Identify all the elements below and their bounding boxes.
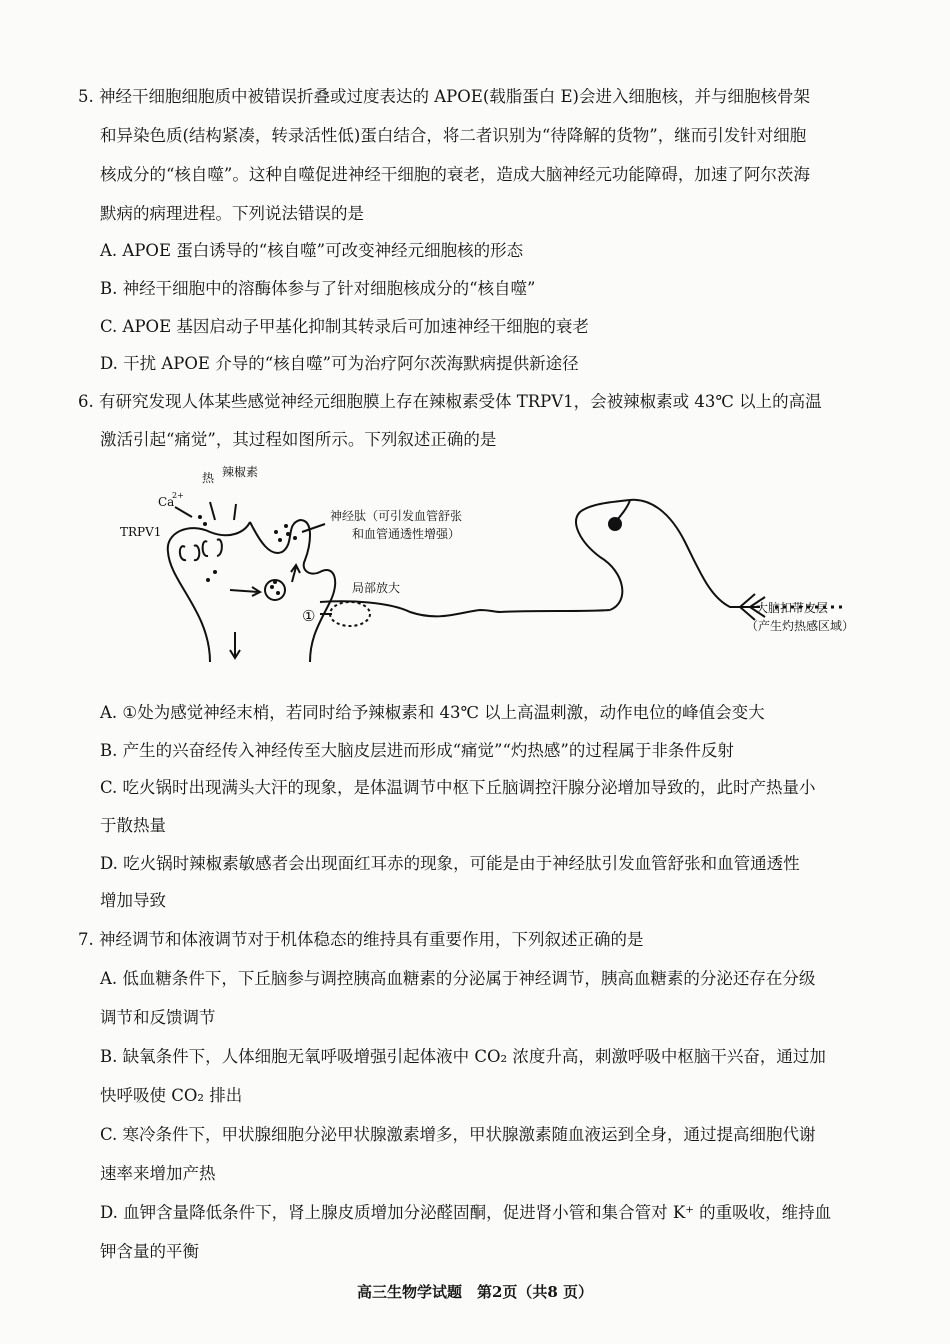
neuropeptide-dot — [293, 536, 297, 540]
q7-option-b: B. 缺氧条件下，人体细胞无氧呼吸增强引起体液中 CO₂ 浓度升高，刺激呼吸中枢脑干兴奋，通过加 — [100, 1047, 826, 1066]
q6-option-c-cont: 于散热量 — [100, 816, 166, 835]
zoom-label: 局部放大 — [352, 581, 401, 595]
q5-option-d: D. 干扰 APOE 介导的“核自噬”可为治疗阿尔茨海默病提供新途径 — [100, 354, 579, 373]
trpv1-receptor — [180, 545, 199, 560]
ca-superscript: 2+ — [172, 491, 184, 500]
heat-label: 热 — [202, 471, 215, 485]
release-arrow — [291, 565, 300, 582]
q6-stem-line: 激活引起“痛觉”，其过程如图所示。下列叙述正确的是 — [100, 430, 497, 449]
heat-arrow — [210, 502, 215, 520]
q7-stem-line: 7. 神经调节和体液调节对于机体稳态的维持具有重要作用，下列叙述正确的是 — [78, 930, 644, 949]
q5-stem-line: 核成分的“核自噬”。这种自噬促进神经干细胞的衰老，造成大脑神经元功能障碍，加速了阿尔茨海 — [100, 165, 810, 184]
neuropeptide-dot — [286, 532, 290, 536]
ca-arrow — [175, 507, 192, 517]
page-footer: 高三生物学试题 第2页（共8 页） — [356, 1283, 594, 1301]
capsaicin-label: 辣椒素 — [222, 465, 259, 479]
trpv1-label: TRPV1 — [120, 525, 162, 539]
neuron-figure — [110, 462, 870, 687]
q5-stem-line: 和异染色质(结构紧凑，转录活性低)蛋白结合，将二者识别为“待降解的货物”，继而引发针对细胞 — [100, 126, 807, 145]
neuropeptide-leader-line — [302, 524, 325, 532]
q5-option-b: B. 神经干细胞中的溶酶体参与了针对细胞核成分的“核自噬” — [100, 279, 536, 298]
zoom-region — [330, 602, 370, 626]
q5-stem-line: 5. 神经干细胞细胞质中被错误折叠或过度表达的 APOE(载脂蛋白 E)会进入细胞核，并与细胞核骨架 — [78, 87, 810, 106]
q5-option-c: C. APOE 基因启动子甲基化抑制其转录后可加速神经干细胞的衰老 — [100, 317, 589, 336]
neuropeptide-label-2: 和血管通透性增强） — [352, 527, 461, 541]
q6-option-d-cont: 增加导致 — [100, 891, 166, 910]
marker-1-label: ① — [302, 607, 316, 625]
q6-stem-line: 6. 有研究发现人体某些感觉神经元细胞膜上存在辣椒素受体 TRPV1，会被辣椒素或 43℃ 以上的高温 — [78, 392, 822, 411]
q5-option-a: A. APOE 蛋白诱导的“核自噬”可改变神经元细胞核的形态 — [100, 241, 524, 260]
down-arrow — [230, 632, 240, 658]
ion-dot — [270, 585, 274, 589]
axon — [320, 601, 500, 616]
neuron-soma — [608, 517, 622, 531]
capsaicin-arrow — [234, 504, 236, 520]
neuropeptide-dot — [274, 530, 278, 534]
q6-option-a: A. ①处为感觉神经末梢，若同时给予辣椒素和 43℃ 以上高温刺激，动作电位的峰值会变大 — [100, 703, 765, 722]
ion-dot — [213, 570, 217, 574]
q7-option-a-cont: 调节和反馈调节 — [100, 1008, 216, 1027]
q7-option-d-cont: 钾含量的平衡 — [100, 1242, 199, 1261]
neuropeptide-dot — [284, 524, 288, 528]
neuropeptide-dot — [278, 538, 282, 542]
trpv1-receptor — [203, 539, 222, 556]
q5-stem-line: 默病的病理进程。下列说法错误的是 — [100, 204, 364, 223]
cortex-label-2: （产生灼热感区域） — [746, 619, 855, 633]
q7-option-d: D. 血钾含量降低条件下，肾上腺皮质增加分泌醛固酮，促进肾小管和集合管对 K⁺ 的重吸收，维持血 — [100, 1203, 832, 1222]
ion-dot — [276, 591, 280, 595]
vesicle-arrow — [230, 587, 260, 596]
q6-option-c: C. 吃火锅时出现满头大汗的现象，是体温调节中枢下丘脑调控汗腺分泌增加导致的，此时产热量小 — [100, 778, 816, 797]
axon-main — [500, 500, 760, 612]
ion-dot — [273, 580, 277, 584]
q7-option-c: C. 寒冷条件下，甲状腺细胞分泌甲状腺激素增多，甲状腺激素随血液运到全身，通过提高细胞代谢 — [100, 1125, 816, 1144]
cortex-label-1: 大脑扣带皮层 — [756, 601, 829, 615]
ion-dot — [198, 515, 202, 519]
ion-dot — [206, 578, 210, 582]
q6-option-b: B. 产生的兴奋经传入神经传至大脑皮层进而形成“痛觉”“灼热感”的过程属于非条件反射 — [100, 741, 734, 760]
q6-option-d: D. 吃火锅时辣椒素敏感者会出现面红耳赤的现象，可能是由于神经肽引发血管舒张和血管通透性 — [100, 854, 800, 873]
ca-label: Ca — [158, 495, 175, 509]
ion-dot — [203, 522, 207, 526]
q7-option-a: A. 低血糖条件下，下丘脑参与调控胰高血糖素的分泌属于神经调节，胰高血糖素的分泌还存在分级 — [100, 969, 816, 988]
neuropeptide-label-1: 神经肽（可引发血管舒张 — [330, 509, 463, 523]
q7-option-c-cont: 速率来增加产热 — [100, 1164, 216, 1183]
q7-option-b-cont: 快呼吸使 CO₂ 排出 — [100, 1086, 243, 1105]
